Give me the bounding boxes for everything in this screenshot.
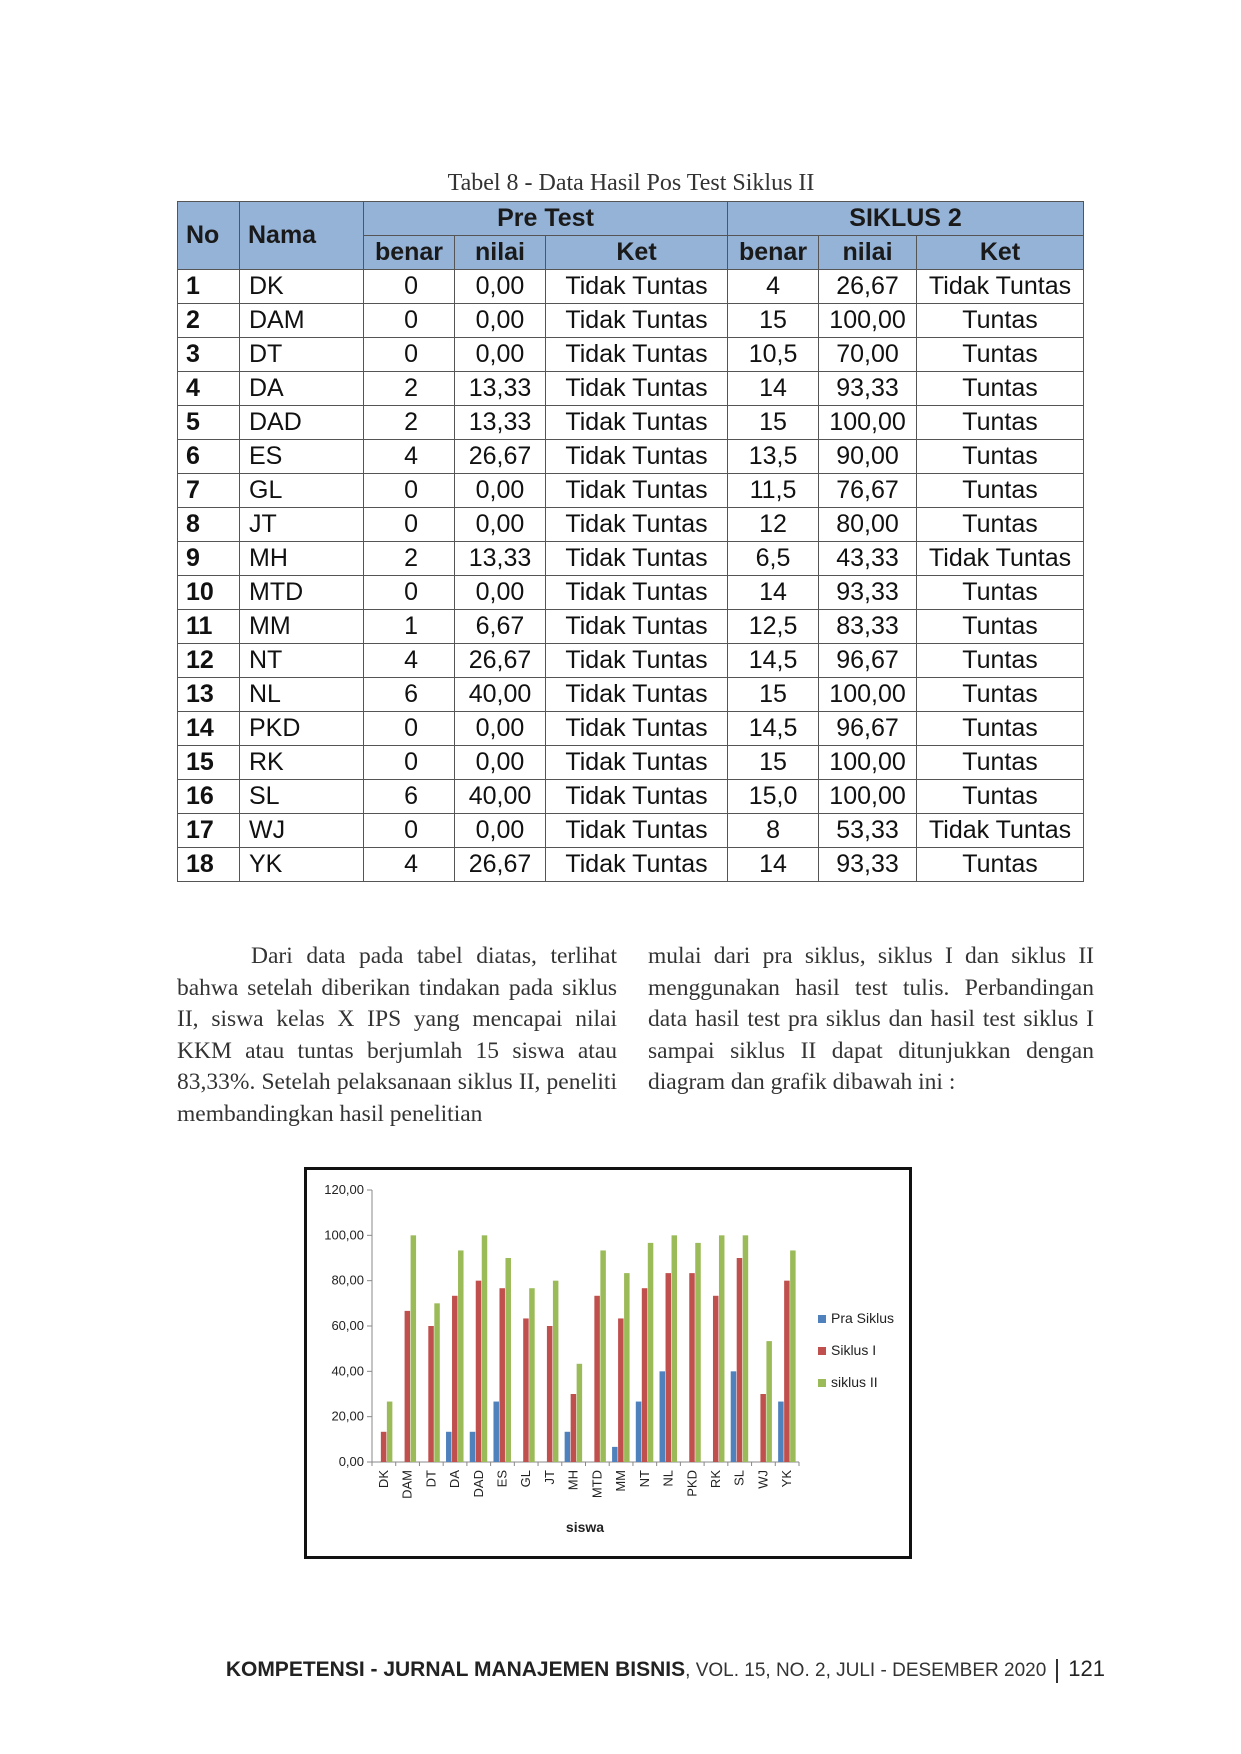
cell-pre-ket: Tidak Tuntas (546, 576, 728, 610)
cell-s2-ket: Tuntas (917, 304, 1084, 338)
cell-pre-benar: 0 (364, 474, 455, 508)
legend-label: Siklus I (831, 1342, 877, 1358)
bar (387, 1402, 393, 1462)
table-row (178, 848, 1084, 882)
bar (428, 1326, 434, 1462)
cell-s2-benar: 12 (728, 508, 819, 542)
y-tick-label: 40,00 (331, 1363, 364, 1379)
x-tick-label: MTD (589, 1470, 605, 1499)
cell-s2-benar: 15 (728, 304, 819, 338)
cell-pre-nilai: 13,33 (455, 406, 546, 440)
y-tick-label: 80,00 (331, 1272, 364, 1288)
cell-pre-nilai: 0,00 (455, 576, 546, 610)
legend-swatch (818, 1347, 826, 1355)
cell-pre-benar: 2 (364, 406, 455, 440)
table-row (178, 746, 1084, 780)
bar (446, 1432, 452, 1462)
cell-no: 5 (178, 406, 240, 440)
cell-s2-benar: 8 (728, 814, 819, 848)
bar (405, 1311, 411, 1462)
cell-nama: JT (240, 508, 364, 542)
x-tick-label: NT (636, 1470, 652, 1488)
bar (672, 1235, 678, 1462)
cell-pre-ket: Tidak Tuntas (546, 474, 728, 508)
cell-pre-nilai: 6,67 (455, 610, 546, 644)
cell-no: 6 (178, 440, 240, 474)
cell-no: 2 (178, 304, 240, 338)
bar (381, 1432, 387, 1462)
cell-nama: MH (240, 542, 364, 576)
cell-pre-nilai: 40,00 (455, 678, 546, 712)
x-tick-label: DAM (399, 1470, 415, 1499)
table-row (178, 338, 1084, 372)
cell-s2-benar: 14 (728, 576, 819, 610)
cell-s2-nilai: 93,33 (819, 372, 917, 406)
bar (642, 1288, 648, 1462)
header-siklus-2: SIKLUS 2 (728, 202, 1084, 236)
cell-nama: SL (240, 780, 364, 814)
cell-nama: DAD (240, 406, 364, 440)
y-tick-label: 60,00 (331, 1318, 364, 1333)
cell-pre-nilai: 0,00 (455, 712, 546, 746)
bar (523, 1318, 529, 1462)
table-row (178, 780, 1084, 814)
cell-pre-ket: Tidak Tuntas (546, 270, 728, 304)
y-tick-label: 0,00 (338, 1454, 364, 1469)
cell-no: 13 (178, 678, 240, 712)
footer-issue: , VOL. 15, NO. 2, JULI - DESEMBER 2020 (685, 1660, 1047, 1681)
bar (713, 1296, 719, 1462)
bar (743, 1235, 749, 1462)
cell-s2-benar: 10,5 (728, 338, 819, 372)
bar (434, 1303, 440, 1462)
cell-s2-ket: Tuntas (917, 440, 1084, 474)
cell-pre-nilai: 26,67 (455, 440, 546, 474)
cell-s2-nilai: 100,00 (819, 304, 917, 338)
cell-no: 9 (178, 542, 240, 576)
cell-nama: MM (240, 610, 364, 644)
bar (482, 1235, 488, 1462)
x-tick-label: ES (494, 1470, 510, 1488)
cell-pre-benar: 2 (364, 542, 455, 576)
cell-s2-nilai: 96,67 (819, 644, 917, 678)
cell-no: 1 (178, 270, 240, 304)
bar (695, 1243, 701, 1462)
cell-s2-ket: Tuntas (917, 576, 1084, 610)
cell-pre-ket: Tidak Tuntas (546, 848, 728, 882)
cell-nama: PKD (240, 712, 364, 746)
cell-s2-benar: 15 (728, 406, 819, 440)
bar (719, 1235, 725, 1462)
table-caption: Tabel 8 - Data Hasil Pos Test Siklus II (447, 170, 815, 196)
bar (766, 1341, 772, 1462)
cell-pre-ket: Tidak Tuntas (546, 338, 728, 372)
cell-nama: DAM (240, 304, 364, 338)
table-row (178, 814, 1084, 848)
x-tick-label: MM (613, 1470, 629, 1492)
cell-s2-ket: Tuntas (917, 848, 1084, 882)
cell-s2-ket: Tuntas (917, 644, 1084, 678)
cell-pre-nilai: 26,67 (455, 848, 546, 882)
legend-swatch (818, 1315, 826, 1323)
cell-s2-nilai: 93,33 (819, 848, 917, 882)
cell-s2-ket: Tuntas (917, 508, 1084, 542)
cell-pre-benar: 4 (364, 848, 455, 882)
bar (470, 1432, 476, 1462)
cell-s2-ket: Tuntas (917, 746, 1084, 780)
cell-s2-nilai: 83,33 (819, 610, 917, 644)
cell-pre-nilai: 13,33 (455, 372, 546, 406)
table-row (178, 372, 1084, 406)
cell-pre-benar: 4 (364, 440, 455, 474)
cell-pre-nilai: 0,00 (455, 746, 546, 780)
cell-pre-ket: Tidak Tuntas (546, 746, 728, 780)
cell-s2-benar: 13,5 (728, 440, 819, 474)
bar (493, 1402, 499, 1462)
cell-pre-benar: 0 (364, 338, 455, 372)
cell-s2-nilai: 93,33 (819, 576, 917, 610)
cell-s2-nilai: 80,00 (819, 508, 917, 542)
cell-pre-benar: 4 (364, 644, 455, 678)
x-axis-label: siswa (565, 1519, 605, 1535)
cell-pre-benar: 6 (364, 678, 455, 712)
cell-s2-benar: 14,5 (728, 712, 819, 746)
x-tick-label: RK (707, 1470, 723, 1489)
cell-s2-ket: Tidak Tuntas (917, 270, 1084, 304)
cell-no: 8 (178, 508, 240, 542)
cell-nama: ES (240, 440, 364, 474)
cell-pre-ket: Tidak Tuntas (546, 678, 728, 712)
cell-s2-nilai: 53,33 (819, 814, 917, 848)
cell-s2-ket: Tidak Tuntas (917, 814, 1084, 848)
x-tick-label: DAD (470, 1470, 486, 1498)
table-row (178, 610, 1084, 644)
y-tick-label: 120,00 (324, 1182, 364, 1197)
cell-pre-ket: Tidak Tuntas (546, 814, 728, 848)
header-s2-benar: benar (728, 236, 819, 270)
results-table (177, 201, 1084, 882)
table-row (178, 440, 1084, 474)
bar (790, 1250, 796, 1462)
bar (577, 1364, 583, 1462)
table-row (178, 678, 1084, 712)
cell-no: 10 (178, 576, 240, 610)
cell-nama: NT (240, 644, 364, 678)
cell-s2-nilai: 100,00 (819, 406, 917, 440)
cell-s2-nilai: 96,67 (819, 712, 917, 746)
cell-pre-benar: 2 (364, 372, 455, 406)
table-row (178, 712, 1084, 746)
x-tick-label: MH (565, 1470, 581, 1491)
bar (660, 1371, 666, 1462)
bar (737, 1258, 743, 1462)
bar (476, 1281, 482, 1462)
cell-s2-benar: 6,5 (728, 542, 819, 576)
cell-s2-nilai: 100,00 (819, 746, 917, 780)
cell-s2-ket: Tidak Tuntas (917, 542, 1084, 576)
cell-s2-ket: Tuntas (917, 372, 1084, 406)
table-row (178, 270, 1084, 304)
cell-no: 17 (178, 814, 240, 848)
cell-no: 14 (178, 712, 240, 746)
cell-pre-benar: 0 (364, 508, 455, 542)
header-nama: Nama (240, 202, 364, 270)
cell-s2-nilai: 100,00 (819, 780, 917, 814)
bar-chart (304, 1167, 912, 1559)
bar (553, 1281, 559, 1462)
header-s2-ket: Ket (917, 236, 1084, 270)
cell-s2-nilai: 70,00 (819, 338, 917, 372)
cell-pre-ket: Tidak Tuntas (546, 780, 728, 814)
cell-no: 4 (178, 372, 240, 406)
bar (571, 1394, 577, 1462)
y-tick-label: 20,00 (331, 1408, 364, 1424)
cell-pre-nilai: 0,00 (455, 474, 546, 508)
bar (594, 1296, 600, 1462)
cell-pre-benar: 0 (364, 712, 455, 746)
header-pre-ket: Ket (546, 236, 728, 270)
header-pre-nilai: nilai (455, 236, 546, 270)
cell-nama: DT (240, 338, 364, 372)
chart-svg (307, 1170, 909, 1556)
bar (778, 1402, 784, 1462)
page-footer (0, 1656, 1105, 1683)
cell-no: 7 (178, 474, 240, 508)
x-tick-label: SL (731, 1470, 747, 1486)
cell-s2-benar: 15 (728, 678, 819, 712)
footer-separator (1056, 1659, 1058, 1683)
cell-nama: NL (240, 678, 364, 712)
cell-s2-ket: Tuntas (917, 406, 1084, 440)
bar (505, 1258, 511, 1462)
cell-s2-ket: Tuntas (917, 474, 1084, 508)
bar (458, 1250, 464, 1462)
bar (689, 1273, 695, 1462)
cell-nama: DK (240, 270, 364, 304)
x-tick-label: DK (375, 1470, 391, 1489)
cell-pre-ket: Tidak Tuntas (546, 644, 728, 678)
cell-s2-benar: 4 (728, 270, 819, 304)
bar (731, 1371, 737, 1462)
cell-s2-ket: Tuntas (917, 780, 1084, 814)
cell-pre-benar: 0 (364, 746, 455, 780)
cell-pre-benar: 6 (364, 780, 455, 814)
cell-nama: WJ (240, 814, 364, 848)
legend-label: Pra Siklus (831, 1310, 895, 1326)
table-row (178, 474, 1084, 508)
cell-nama: GL (240, 474, 364, 508)
header-no: No (178, 202, 240, 270)
bar (636, 1402, 642, 1462)
cell-pre-nilai: 0,00 (455, 814, 546, 848)
bar (624, 1273, 630, 1462)
cell-no: 3 (178, 338, 240, 372)
bar (547, 1326, 553, 1462)
cell-pre-ket: Tidak Tuntas (546, 304, 728, 338)
cell-no: 16 (178, 780, 240, 814)
paragraph-right: mulai dari pra siklus, siklus I dan siklus II menggunakan hasil test tulis. Perbandingan data hasil test pra siklus dan hasil test siklus I sampai siklus II dapat ditunjukkan dengan diagram dan grafik dibawah ini : (648, 943, 1094, 1095)
footer-journal: KOMPETENSI - JURNAL MANAJEMEN BISNIS (225, 1658, 686, 1681)
cell-nama: MTD (240, 576, 364, 610)
table-row (178, 644, 1084, 678)
bar (499, 1288, 505, 1462)
header-pre-test: Pre Test (364, 202, 728, 236)
header-s2-nilai: nilai (819, 236, 917, 270)
cell-pre-ket: Tidak Tuntas (546, 406, 728, 440)
cell-s2-benar: 11,5 (728, 474, 819, 508)
cell-pre-benar: 0 (364, 304, 455, 338)
legend-swatch (818, 1379, 826, 1387)
cell-s2-benar: 12,5 (728, 610, 819, 644)
bar (411, 1235, 417, 1462)
cell-s2-benar: 15,0 (728, 780, 819, 814)
cell-pre-nilai: 0,00 (455, 270, 546, 304)
x-tick-label: JT (541, 1470, 557, 1485)
cell-s2-ket: Tuntas (917, 338, 1084, 372)
cell-pre-benar: 0 (364, 814, 455, 848)
cell-s2-ket: Tuntas (917, 610, 1084, 644)
cell-pre-ket: Tidak Tuntas (546, 542, 728, 576)
cell-pre-ket: Tidak Tuntas (546, 610, 728, 644)
cell-no: 15 (178, 746, 240, 780)
cell-nama: RK (240, 746, 364, 780)
cell-s2-benar: 14,5 (728, 644, 819, 678)
table-body (178, 270, 1084, 882)
cell-s2-nilai: 100,00 (819, 678, 917, 712)
table-row (178, 542, 1084, 576)
table-row (178, 576, 1084, 610)
cell-s2-ket: Tuntas (917, 712, 1084, 746)
table-row (178, 406, 1084, 440)
table-row (178, 508, 1084, 542)
cell-nama: DA (240, 372, 364, 406)
x-tick-label: NL (660, 1470, 676, 1487)
bar (565, 1432, 571, 1462)
bar (618, 1318, 624, 1462)
cell-s2-nilai: 90,00 (819, 440, 917, 474)
x-tick-label: YK (779, 1470, 795, 1488)
y-tick-label: 100,00 (324, 1227, 364, 1243)
cell-pre-nilai: 40,00 (455, 780, 546, 814)
cell-pre-ket: Tidak Tuntas (546, 712, 728, 746)
legend-label: siklus II (831, 1374, 878, 1390)
cell-s2-benar: 14 (728, 848, 819, 882)
cell-pre-nilai: 0,00 (455, 508, 546, 542)
paragraph-left: Dari data pada tabel diatas, terlihat bahwa setelah diberikan tindakan pada siklus II, siswa kelas X IPS yang mencapai nilai KKM atau tuntas berjumlah 15 siswa atau 83,33%. Setelah pelaksanaan siklus II, peneliti membandingkan hasil penelitian (177, 943, 617, 1127)
bar (600, 1250, 606, 1462)
table-row (178, 304, 1084, 338)
cell-pre-benar: 0 (364, 576, 455, 610)
cell-pre-nilai: 0,00 (455, 304, 546, 338)
x-tick-label: GL (518, 1470, 534, 1488)
cell-s2-benar: 14 (728, 372, 819, 406)
cell-pre-nilai: 26,67 (455, 644, 546, 678)
cell-no: 12 (178, 644, 240, 678)
bar (612, 1447, 618, 1462)
cell-pre-ket: Tidak Tuntas (546, 440, 728, 474)
cell-pre-ket: Tidak Tuntas (546, 508, 728, 542)
bar (784, 1281, 790, 1462)
bar (648, 1243, 654, 1462)
cell-no: 11 (178, 610, 240, 644)
page-number: 121 (1068, 1656, 1105, 1681)
x-tick-label: DA (447, 1470, 463, 1489)
bar (452, 1296, 458, 1462)
header-pre-benar: benar (364, 236, 455, 270)
x-tick-label: WJ (755, 1470, 771, 1489)
bar (529, 1288, 535, 1462)
cell-s2-nilai: 43,33 (819, 542, 917, 576)
cell-s2-ket: Tuntas (917, 678, 1084, 712)
cell-pre-nilai: 0,00 (455, 338, 546, 372)
bar (760, 1394, 766, 1462)
cell-nama: YK (240, 848, 364, 882)
cell-s2-benar: 15 (728, 746, 819, 780)
cell-s2-nilai: 26,67 (819, 270, 917, 304)
cell-no: 18 (178, 848, 240, 882)
x-tick-label: DT (423, 1470, 439, 1488)
cell-pre-nilai: 13,33 (455, 542, 546, 576)
cell-s2-nilai: 76,67 (819, 474, 917, 508)
x-tick-label: PKD (684, 1470, 700, 1497)
cell-pre-ket: Tidak Tuntas (546, 372, 728, 406)
cell-pre-benar: 0 (364, 270, 455, 304)
cell-pre-benar: 1 (364, 610, 455, 644)
bar (666, 1273, 672, 1462)
